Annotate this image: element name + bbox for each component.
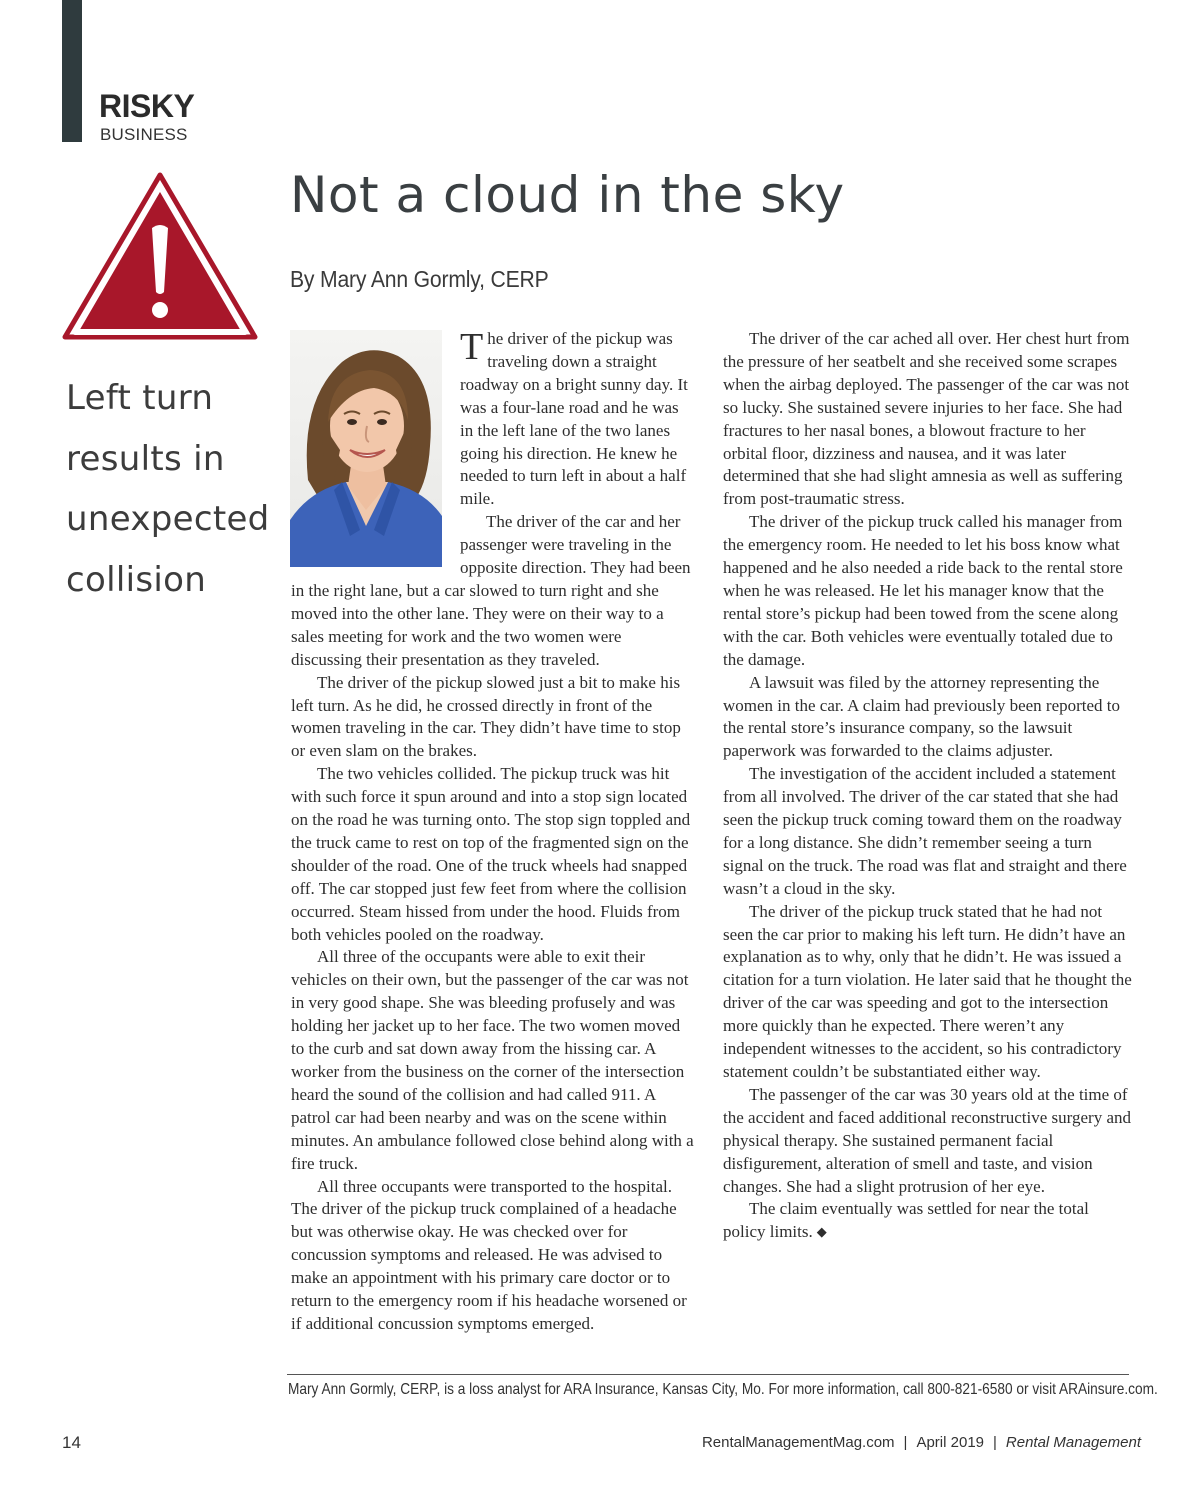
drop-cap: T [460,326,484,368]
article-deck: Left turn results in unexpected collision [66,378,270,600]
section-subtitle: BUSINESS [100,125,188,144]
article-paragraph: All three occupants were transported to the hospital. The driver of the pickup truck complained of a headache but was otherwise okay. He was checked over for concussion symptoms and released. He was advised to make an appointment with his primary care doctor or to return to the emergency room if his headache worsened or if additional concussion symptoms emerged. [291,1176,687,1333]
paragraph-text: he driver of the pickup was traveling down a straight roadway on a bright sunny day. It was a four-lane road and he was in the left lane of the two lanes going his direction. He knew he needed to turn left in about a half mile. [460,329,688,509]
page-folio [702,1434,1141,1451]
article-headline: Not a cloud in the sky [290,166,845,224]
article-paragraph: The driver of the pickup truck stated that he had not seen the car prior to making his left turn. He didn’t have an explanation as to why, only that he didn’t. He was issued a citation for a turn violation. He later said that he thought the driver of the car was speeding and got to the intersection more quickly than he expected. There weren’t any independent witnesses to the accident, so his contradictory statement couldn’t be substantiated either way. [723,901,1132,1081]
page-number: 14 [62,1433,81,1452]
article-paragraph: The passenger of the car was 30 years old at the time of the accident and faced additional reconstructive surgery and physical therapy. She sustained permanent facial disfigurement, alteration of smell and taste, and vision changes. She had a slight protrusion of her eye. [723,1084,1131,1196]
article-paragraph: All three of the occupants were able to exit their vehicles on their own, but the passenger of the car was not in very good shape. She was bleeding profusely and was holding her jacket up to her face. The two women moved to the curb and sat down away from the hissing car. A worker from the business on the corner of the intersection heard the sound of the collision and had called 911. A patrol car had been nearby and was on the scene within minutes. An ambulance followed close behind along with a fire truck. [291,947,694,1173]
bio-divider [287,1374,1129,1375]
article-column-1 [291,328,695,1336]
article-paragraph: The investigation of the accident included a statement from all involved. The driver of the car stated that she had seen the pickup truck coming toward them on the roadway for a long distance. She didn’t remember seeing a turn signal on the truck. The road was flat and straight and there wasn’t a cloud in the sky. [723,764,1127,898]
article-paragraph: A lawsuit was filed by the attorney representing the women in the car. A claim had previously been reported to the rental store’s insurance company, so the lawsuit paperwork was forwarded to the claims adjuster. [723,672,1121,761]
folio-separator: | [993,1434,997,1451]
folio-separator: | [903,1434,908,1451]
article-paragraph [723,1198,1133,1244]
article-paragraph: The driver of the car and her passenger were traveling in the opposite direction. They had been in the right lane, but a car slowed to turn right and she moved into the other lane. They were on their way to a sales meeting for work and the two women were discussing their presentation as they traveled. [291,512,691,669]
website-link[interactable]: RentalManagementMag.com [701,1434,895,1451]
author-bio: Mary Ann Gormly, CERP, is a loss analyst for ARA Insurance, Kansas City, Mo. For more information, call 800-821-6580 or visit ARAinsure.com. [288,1381,1158,1398]
article-paragraph: The driver of the car ached all over. Her chest hurt from the pressure of her seatbelt and she received some scrapes when the airbag deployed. The passenger of the car was not so lucky. She sustained severe injuries to her face. She had fractures to her nasal bones, a blowout fracture to her orbital floor, dizziness and nausea, and it was later determined that she had slight amnesia as well as suffering from post-traumatic stress. [723,329,1130,509]
article-paragraph: The driver of the pickup truck called his manager from the emergency room. He needed to let his boss know what happened and he also needed a ride back to the rental store when he was released. He let his manager know that the rental store’s pickup had been towed from the scene along with the car. Both vehicles were eventually totaled due to the damage. [723,512,1123,669]
photo-wrap-space [291,328,460,572]
warning-triangle-icon [60,170,260,344]
paragraph-text: The claim eventually was settled for near the total policy limits. [723,1199,1089,1242]
article-byline: By Mary Ann Gormly, CERP [290,266,549,292]
section-accent-bar [62,0,82,142]
magazine-name: Rental Management [1005,1434,1141,1451]
article-paragraph: The two vehicles collided. The pickup truck was hit with such force it spun around and into a stop sign located on the road he was turning onto. The stop sign toppled and the truck came to rest on top of the fragmented sign on the shoulder of the road. One of the truck wheels had snapped off. The car stopped just few feet from where the collision occurred. Steam hissed from under the hood. Fluids from both vehicles pooled on the roadway. [291,764,691,944]
article-paragraph: The driver of the pickup slowed just a bit to make his left turn. As he did, he crossed directly in front of the women traveling in the car. They didn’t have time to stop or even slam on the brakes. [291,672,681,761]
section-title: RISKY [99,88,195,124]
end-mark-icon: ◆ [816,1224,827,1240]
article-column-2 [723,328,1133,1244]
issue-date: April 2019 [916,1434,984,1451]
